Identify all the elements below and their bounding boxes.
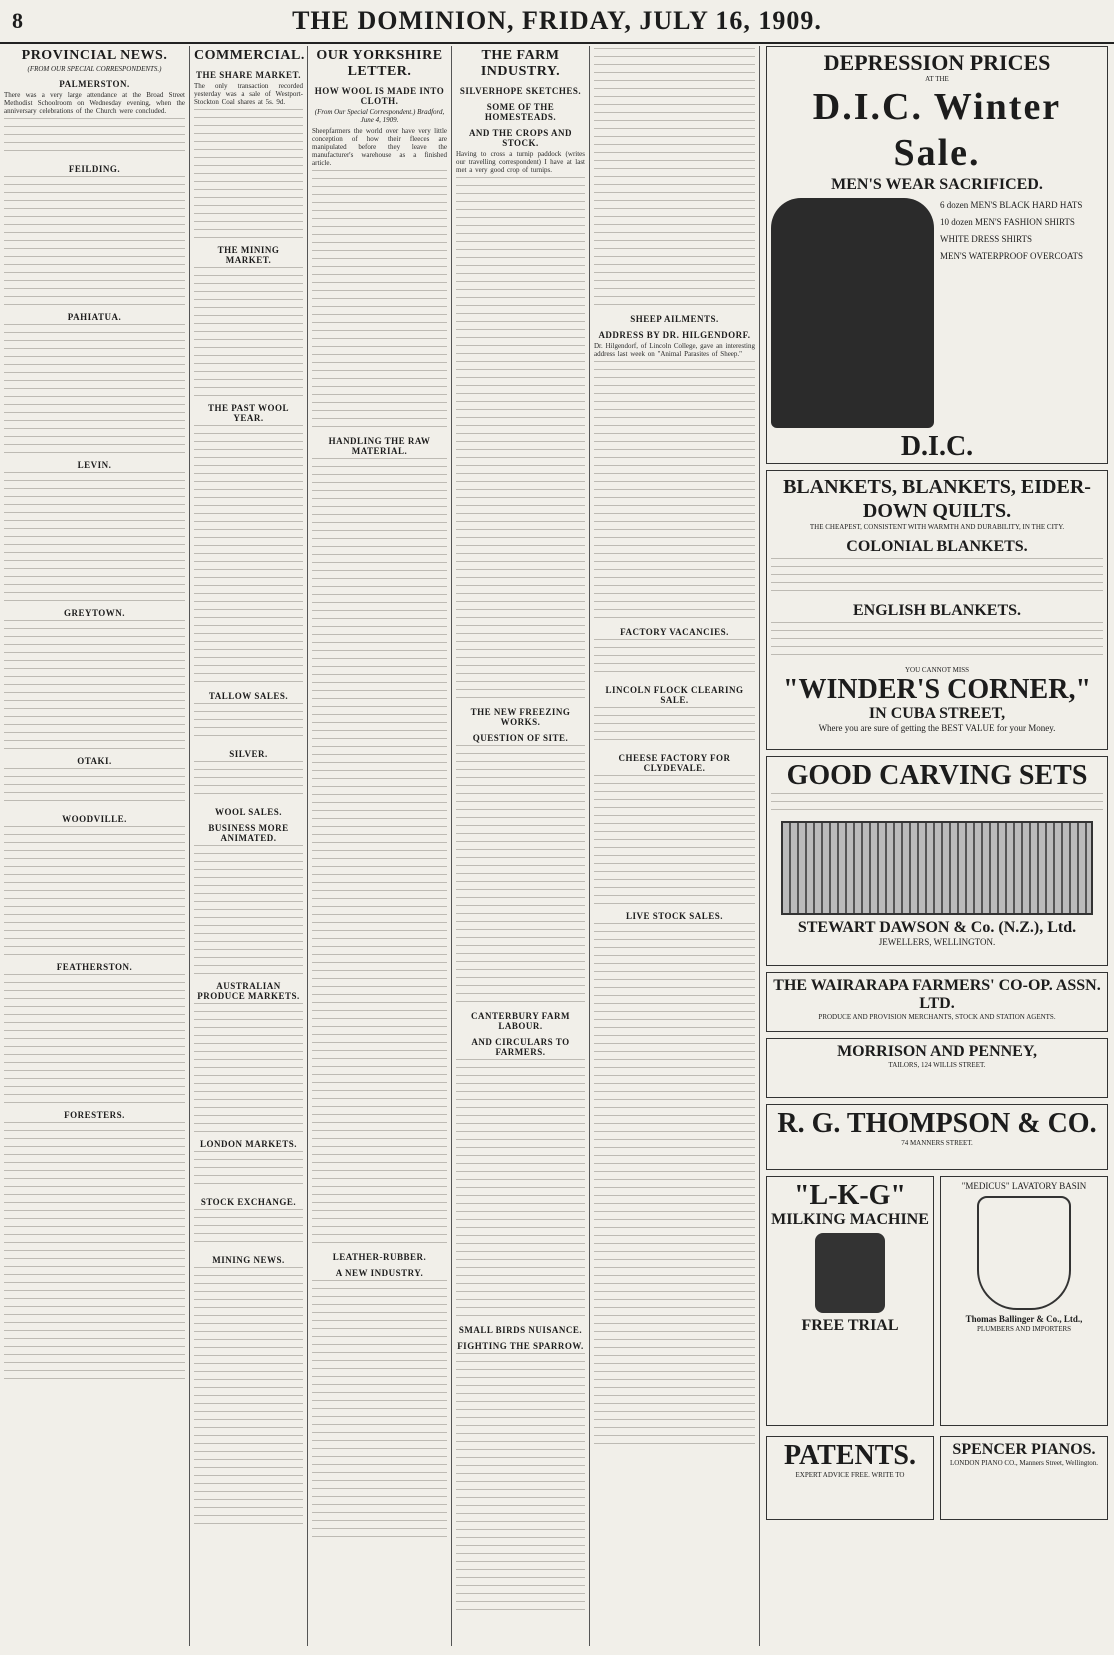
ad-closing: Where you are sure of getting the BEST VALUE for your Money. [818,723,1056,733]
text-block [4,118,185,158]
provincial-news-column [0,46,190,1646]
article-lead: Dr. Hilgendorf, of Lincoln College, gave an interesting address last week on "Animal Parasites of Sheep." [594,342,755,358]
text-block [194,1267,303,1527]
milking-machine-illustration [815,1233,885,1313]
article-heading: SOME OF THE HOMESTEADS. [484,102,557,122]
article-heading: FACTORY VACANCIES. [620,627,729,637]
article-lead: Sheepfarmers the world over have very little conception of how their fleeces are manipulated before they leave the manufacturer's warehouse as a finished article. [312,127,447,167]
dic-winter-sale-ad [766,46,1108,464]
ad-headline: DEPRESSION PRICES [823,50,1051,75]
article-heading: BUSINESS MORE ANIMATED. [208,823,289,843]
section-subtitle: (FROM OUR SPECIAL CORRESPONDENTS.) [27,65,162,73]
article-heading: OTAKI. [77,756,112,766]
article-heading: SMALL BIRDS NUISANCE. [458,1325,583,1335]
text-block [4,472,185,602]
ad-subhead: COLONIAL BLANKETS. [846,538,1028,555]
dateline: (From Our Special Correspondent.) Bradford, June 4, 1909. [314,108,445,124]
text-block [594,48,755,308]
text-block [594,923,755,1183]
ad-title: R. G. THOMPSON & CO. [777,1108,1097,1139]
text-block [312,458,447,718]
spencer-pianos-ad [940,1436,1108,1520]
text-block [194,845,303,975]
ad-sub: TAILORS, 124 WILLIS STREET. [888,1061,986,1069]
ad-firm: Thomas Ballinger & Co., Ltd., [965,1314,1083,1324]
text-block [194,761,303,801]
article-heading: AND THE CROPS AND STOCK. [468,128,573,148]
text-block [194,1209,303,1249]
article-heading: AUSTRALIAN PRODUCE MARKETS. [197,981,300,1001]
article-heading: PAHIATUA. [67,312,122,322]
text-block [456,745,585,1005]
article-heading: STOCK EXCHANGE. [200,1197,297,1207]
medicus-basin-ad [940,1176,1108,1426]
basin-illustration [977,1196,1071,1310]
carving-sets-ad [766,756,1108,966]
article-heading: LEATHER-RUBBER. [332,1252,427,1262]
ad-firm: STEWART DAWSON & Co. (N.Z.), Ltd. [797,919,1077,936]
ad-store-name: "WINDER'S CORNER," [782,674,1091,705]
blankets-ad [766,470,1108,750]
text-block [194,1003,303,1133]
page-number: 8 [12,8,23,33]
ad-tagline: MEN'S WEAR SACRIFICED. [831,176,1043,193]
article-heading: PALMERSTON. [59,79,130,89]
advertisements-column [760,46,1114,1646]
article-heading: CHEESE FACTORY FOR CLYDEVALE. [618,753,731,773]
section-title: PROVINCIAL NEWS. [21,48,168,63]
article-heading: HANDLING THE RAW MATERIAL. [328,436,431,456]
morrison-penney-ad [766,1038,1108,1098]
text-block [4,324,185,454]
text-block [4,620,185,750]
ad-title: THE WAIRARAPA FARMERS' CO-OP. ASSN. LTD. [773,977,1101,1012]
ad-sub: PLUMBERS AND IMPORTERS [976,1325,1072,1333]
text-block [456,1059,585,1319]
yorkshire-letter-column [308,46,452,1646]
text-block [194,425,303,685]
article-heading: SILVER. [229,749,268,759]
article-heading: THE MINING MARKET. [217,245,280,265]
ad-title: "MEDICUS" LAVATORY BASIN [961,1181,1087,1191]
ad-sub: 74 MANNERS STREET. [901,1139,973,1147]
ad-footer: D.I.C. [900,431,974,462]
article-heading: GREYTOWN. [63,608,126,618]
ad-street: IN CUBA STREET, [868,705,1006,722]
ad-trial: FREE TRIAL [801,1317,899,1334]
article-heading: CANTERBURY FARM LABOUR. [471,1011,570,1031]
ad-line: YOU CANNOT MISS [904,666,970,674]
article-heading: QUESTION OF SITE. [472,733,569,743]
article-heading: FEILDING. [68,164,121,174]
ad-item: 10 dozen MEN'S FASHION SHIRTS [940,217,1075,227]
text-block [594,707,755,747]
ad-subline: AT THE [925,75,949,83]
ad-sub: EXPERT ADVICE FREE. WRITE TO [795,1471,905,1479]
farm-continued-column [590,46,760,1646]
article-heading: FEATHERSTON. [56,962,133,972]
article-heading: SHEEP AILMENTS. [630,314,719,324]
text-block [312,170,447,430]
ad-item: MEN'S WATERPROOF OVERCOATS [940,251,1083,261]
text-block [194,109,303,239]
carving-set-illustration [781,821,1093,915]
text-block [594,1187,755,1447]
farm-industry-column [452,46,590,1646]
article-lead: Having to cross a turnip paddock (writes our travelling correspondent) I have at last met a very good crop of turnips. [456,150,585,174]
wairarapa-ad [766,972,1108,1032]
ad-tagline: THE CHEAPEST, CONSISTENT WITH WARMTH AND DURABILITY, IN THE CITY. [809,523,1065,531]
ad-item: WHITE DRESS SHIRTS [940,234,1032,244]
ad-text [771,793,1103,817]
text-block [594,775,755,905]
article-heading: AND CIRCULARS TO FARMERS. [471,1037,570,1057]
ad-sub: PRODUCE AND PROVISION MERCHANTS, STOCK AND STATION AGENTS. [818,1013,1056,1021]
article-lead: There was a very large attendance at the Broad Street Methodist Schoolroom on Wednesday evening, when the anniversary celebrations of the Church were concluded. [4,91,185,115]
article-heading: FIGHTING THE SPARROW. [457,1341,584,1351]
text-block [194,703,303,743]
ad-title: MORRISON AND PENNEY, [837,1043,1037,1060]
article-heading: LEVIN. [77,460,112,470]
ad-town: JEWELLERS, WELLINGTON. [878,937,996,947]
patents-ad [766,1436,934,1520]
ad-item: 6 dozen MEN'S BLACK HARD HATS [940,200,1083,210]
price-list [771,558,1103,598]
article-heading: THE PAST WOOL YEAR. [207,403,290,423]
article-heading: THE NEW FREEZING WORKS. [470,707,571,727]
ad-title: GOOD CARVING SETS [786,760,1088,791]
article-heading: A NEW INDUSTRY. [335,1268,424,1278]
article-lead: The only transaction recorded yesterday was a sale of Westport-Stockton Coal shares at 5s. 9d. [194,82,303,106]
article-heading: MINING NEWS. [212,1255,285,1265]
article-heading: SILVERHOPE SKETCHES. [459,86,582,96]
text-block [456,441,585,701]
commercial-column [190,46,308,1646]
ad-title: D.I.C. Winter Sale. [812,86,1062,174]
text-block [312,722,447,982]
article-heading: LINCOLN FLOCK CLEARING SALE. [605,685,744,705]
article-heading: HOW WOOL IS MADE INTO CLOTH. [314,86,445,106]
ad-title: PATENTS. [784,1440,916,1471]
ad-title: SPENCER PIANOS. [952,1441,1096,1458]
text-block [312,1280,447,1540]
text-block [312,986,447,1246]
ad-sub: LONDON PIANO CO., Manners Street, Wellington. [949,1459,1099,1467]
text-block [4,768,185,808]
text-block [456,1353,585,1613]
lkg-milking-machine-ad [766,1176,934,1426]
text-block [194,1151,303,1191]
thompson-ad [766,1104,1108,1170]
ad-title: BLANKETS, BLANKETS, EIDER-DOWN QUILTS. [783,476,1091,522]
ad-line: MILKING MACHINE [771,1211,929,1228]
price-list [771,622,1103,662]
text-block [4,826,185,956]
text-block [4,974,185,1104]
section-title: OUR YORKSHIRE LETTER. [316,48,443,79]
ad-subhead: ENGLISH BLANKETS. [852,602,1022,619]
article-heading: WOOL SALES. [214,807,283,817]
text-block [594,639,755,679]
text-block [4,1122,185,1382]
article-heading: TALLOW SALES. [208,691,289,701]
text-block [194,267,303,397]
article-heading: FORESTERS. [64,1110,125,1120]
text-block [4,176,185,306]
article-heading: LIVE STOCK SALES. [625,911,724,921]
article-heading: WOODVILLE. [62,814,127,824]
article-heading: ADDRESS BY DR. HILGENDORF. [598,330,751,340]
text-block [594,361,755,621]
masthead [0,0,1114,44]
ad-title: "L-K-G" [794,1180,906,1211]
article-heading: THE SHARE MARKET. [195,70,302,80]
section-title: THE FARM INDUSTRY. [480,48,561,79]
paper-title: THE DOMINION, FRIDAY, JULY 16, 1909. [292,6,822,35]
article-heading: LONDON MARKETS. [199,1139,297,1149]
gentleman-illustration [771,198,934,428]
section-title: COMMERCIAL. [194,48,305,63]
text-block [456,177,585,437]
